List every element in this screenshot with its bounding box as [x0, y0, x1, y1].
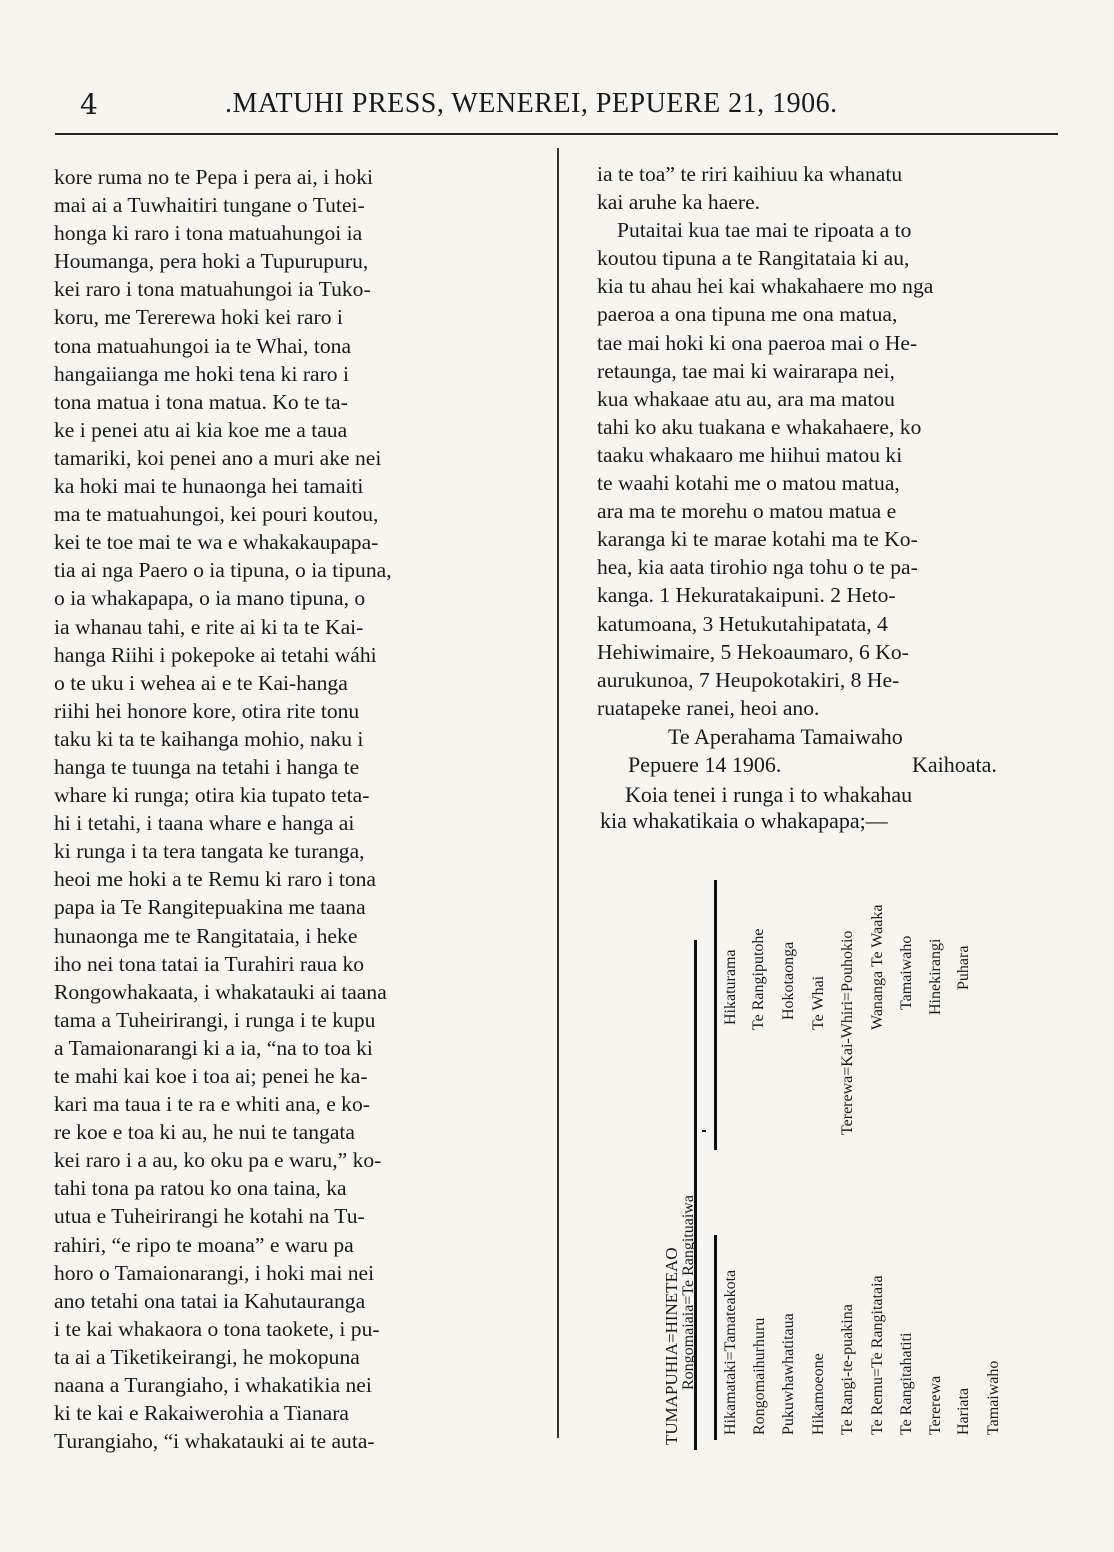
genealogy-second: Rongomaiaia=Te Rangituaiwa: [680, 1195, 697, 1390]
left-column: [54, 163, 514, 1455]
genealogy-entry: Tamaiwaho: [985, 1360, 1002, 1435]
text-line: paeroa a ona tipuna me ona matua,: [597, 302, 898, 327]
text-line: hi i tetahi, i taana whare e hanga ai: [54, 811, 355, 836]
text-line: riihi hei honore kore, otira rite tonu: [54, 698, 360, 723]
text-line: ka hoki mai te hunaonga hei tamaiti: [54, 474, 364, 499]
text-line: karanga ki te marae kotahi ma te Ko-: [597, 527, 918, 552]
genealogy-entry: Hikamoeone: [810, 1353, 827, 1435]
genealogy-entry: Hikaturama: [722, 949, 739, 1025]
text-line: tamariki, koi penei ano a muri ake nei: [54, 445, 382, 470]
genealogy-entry: Hokotaonga: [780, 941, 797, 1020]
text-line: katumoana, 3 Hetukutahipatata, 4: [597, 611, 888, 636]
text-line: i te kai whakaora o tona taokete, i pu-: [54, 1316, 380, 1341]
genealogy-entry: Te Rangitahatiti: [898, 1332, 915, 1435]
text-line: ano tetahi ona tatai ia Kahutauranga: [54, 1288, 366, 1313]
text-line: taaku whakaaro me hiihui matou ki: [597, 442, 903, 467]
genealogy-chart: [600, 830, 1060, 1470]
text-line: Houmanga, pera hoki a Tupurupuru,: [54, 249, 369, 274]
text-line: mai ai a Tuwhaitiri tungane o Tutei-: [54, 193, 365, 218]
text-line: re koe e toa ki au, he nui te tangata: [54, 1120, 355, 1145]
text-line: ki te kai e Rakaiwerohia a Tianara: [54, 1401, 350, 1426]
closing-line: kia whakatikaia o whakapapa;—: [600, 808, 888, 833]
genealogy-connector: [702, 1130, 706, 1132]
genealogy-entry: Puhara: [955, 945, 972, 990]
text-line: Hehiwimaire, 5 Hekoaumaro, 6 Ko-: [597, 639, 909, 664]
text-line: ia te toa” te riri kaihiuu ka whanatu: [597, 162, 903, 186]
text-line: ke i penei atu ai kia koe me a taua: [54, 417, 348, 442]
text-line: hunaonga me te Rangitataia, i heke: [54, 923, 358, 948]
text-line: kei raro i a au, ko oku pa e waru,” ko-: [54, 1148, 382, 1173]
text-line: ma te matuahungoi, kei pouri koutou,: [54, 502, 379, 527]
text-line: tama a Tuheirirangi, i runga i te kupu: [54, 1007, 376, 1032]
text-line: tia ai nga Paero o ia tipuna, o ia tipuna,: [54, 558, 392, 583]
page-header: [0, 88, 1114, 128]
text-line: rahiri, “e ripo te moana” e waru pa: [54, 1232, 354, 1257]
genealogy-entry: Te Rangi-te-puakina: [839, 1304, 856, 1435]
text-line: kore ruma no te Pepa i pera ai, i hoki: [54, 165, 374, 189]
header-rule: [55, 133, 1058, 135]
text-line: whare ki runga; otira kia tupato teta-: [54, 783, 370, 808]
genealogy-entry: Tererewa: [927, 1375, 944, 1435]
signature-title: Kaihoata.: [912, 752, 997, 777]
column-divider: [557, 148, 559, 1438]
genealogy-entry: Hikamataki=Tamateakota: [722, 1269, 739, 1435]
text-line: utua e Tuheirirangi he kotahi na Tu-: [54, 1204, 365, 1229]
text-line: tona matuahungoi ia te Whai, tona: [54, 333, 352, 358]
text-line: tae mai hoki ki ona paeroa mai o He-: [597, 330, 918, 355]
text-line: hanga te tuunga na tetahi i hanga te: [54, 754, 360, 779]
text-line: koutou tipuna a te Rangitataia ki au,: [597, 246, 910, 271]
genealogy-entry: Te Whai: [810, 975, 827, 1030]
text-line: kei te toe mai te wa e whakakaupapa-: [54, 530, 379, 555]
genealogy-entry: Tererewa=Kai-Whiri=Pouhokio: [839, 930, 856, 1135]
signature-name: Te Aperahama Tamaiwaho: [668, 724, 903, 749]
text-line: retaunga, tae mai ki wairarapa nei,: [597, 358, 895, 383]
text-line: a Tamaionarangi ki a ia, “na to toa ki: [54, 1035, 373, 1060]
text-line: ara ma te morehu o matou matua e: [597, 499, 897, 524]
text-line: o ia whakapapa, o ia mano tipuna, o: [54, 586, 366, 611]
text-line: hanga Riihi i pokepoke ai tetahi wáhi: [54, 642, 377, 667]
page-number: 4: [80, 88, 98, 121]
text-line: heoi me hoki a te Remu ki raro i tona: [54, 867, 377, 892]
text-line: tona matua i tona matua. Ko te ta-: [54, 389, 348, 414]
text-line: hangaiianga me hoki tena ki raro i: [54, 361, 350, 386]
text-line: kanga. 1 Hekuratakaipuni. 2 Heto-: [597, 583, 896, 608]
text-line: kua whakaae atu au, ara ma matou: [597, 386, 895, 411]
text-line: Putaitai kua tae mai te ripoata a to: [617, 218, 912, 243]
text-line: honga ki raro i tona matuahungoi ia: [54, 221, 363, 246]
text-line: kia tu ahau hei kai whakahaere mo nga: [597, 274, 934, 299]
genealogy-entry: Te Rangiputohe: [750, 928, 767, 1030]
text-line: ia whanau tahi, e rite ai ki ta te Kai-: [54, 614, 364, 639]
text-line: koru, me Tererewa hoki kei raro i: [54, 305, 343, 330]
genealogy-entry: Tamaiwaho: [898, 935, 915, 1010]
genealogy-bracket: [714, 880, 717, 1150]
genealogy-entry: Pukuwhawhatitaua: [780, 1313, 797, 1435]
text-line: papa ia Te Rangitepuakina me taana: [54, 895, 366, 920]
genealogy-entry: Hinekirangi: [927, 938, 944, 1015]
text-line: kai aruhe ka haere.: [597, 190, 761, 215]
right-column: [597, 160, 1067, 722]
text-line: ruatapeke ranei, heoi ano.: [597, 695, 820, 720]
text-line: Turangiaho, “i whakatauki ai te auta-: [54, 1429, 375, 1454]
text-line: naana a Turangiaho, i whakatikia nei: [54, 1373, 372, 1398]
genealogy-entry: Hariata: [955, 1387, 972, 1435]
text-line: tahi tona pa ratou ko ona taina, ka: [54, 1176, 347, 1201]
text-line: kei raro i tona matuahungoi ia Tuko-: [54, 277, 371, 302]
text-line: horo o Tamaionarangi, i hoki mai nei: [54, 1260, 375, 1285]
masthead: .MATUHI PRESS, WENEREI, PEPUERE 21, 1906.: [225, 88, 838, 119]
text-line: kari ma taua i te ra e whiti ana, e ko-: [54, 1092, 370, 1117]
signature-date: Pepuere 14 1906.: [628, 752, 782, 777]
closing-line: Koia tenei i runga i to whakahau: [625, 782, 913, 807]
text-line: te waahi kotahi me o matou matua,: [597, 471, 900, 496]
genealogy-bracket: [714, 1235, 717, 1440]
text-line: Rongowhakaata, i whakatauki ai taana: [54, 979, 387, 1004]
text-line: o te uku i wehea ai e te Kai-hanga: [54, 670, 348, 695]
genealogy-entry: Wananga Te Waaka: [869, 904, 886, 1030]
text-line: ki runga i ta tera tangata ke turanga,: [54, 839, 365, 864]
genealogy-entry: Te Remu=Te Rangitataia: [869, 1275, 886, 1435]
text-line: hea, kia aata tirohio nga tohu o te pa-: [597, 555, 918, 580]
text-line: taku ki ta te kaihanga mohio, naku i: [54, 726, 364, 751]
genealogy-root: TUMAPUHIA=HINETEAO: [662, 1247, 681, 1445]
text-line: te mahi kai koe i toa ai; penei he ka-: [54, 1064, 368, 1088]
text-line: ta ai a Tiketikeirangi, he mokopuna: [54, 1344, 360, 1369]
text-line: aurukunoa, 7 Heupokotakiri, 8 He-: [597, 667, 900, 692]
text-line: tahi ko aku tuakana e whakahaere, ko: [597, 414, 922, 439]
genealogy-entry: Rongomaihurhuru: [751, 1317, 768, 1435]
text-line: iho nei tona tatai ia Turahiri raua ko: [54, 951, 365, 976]
